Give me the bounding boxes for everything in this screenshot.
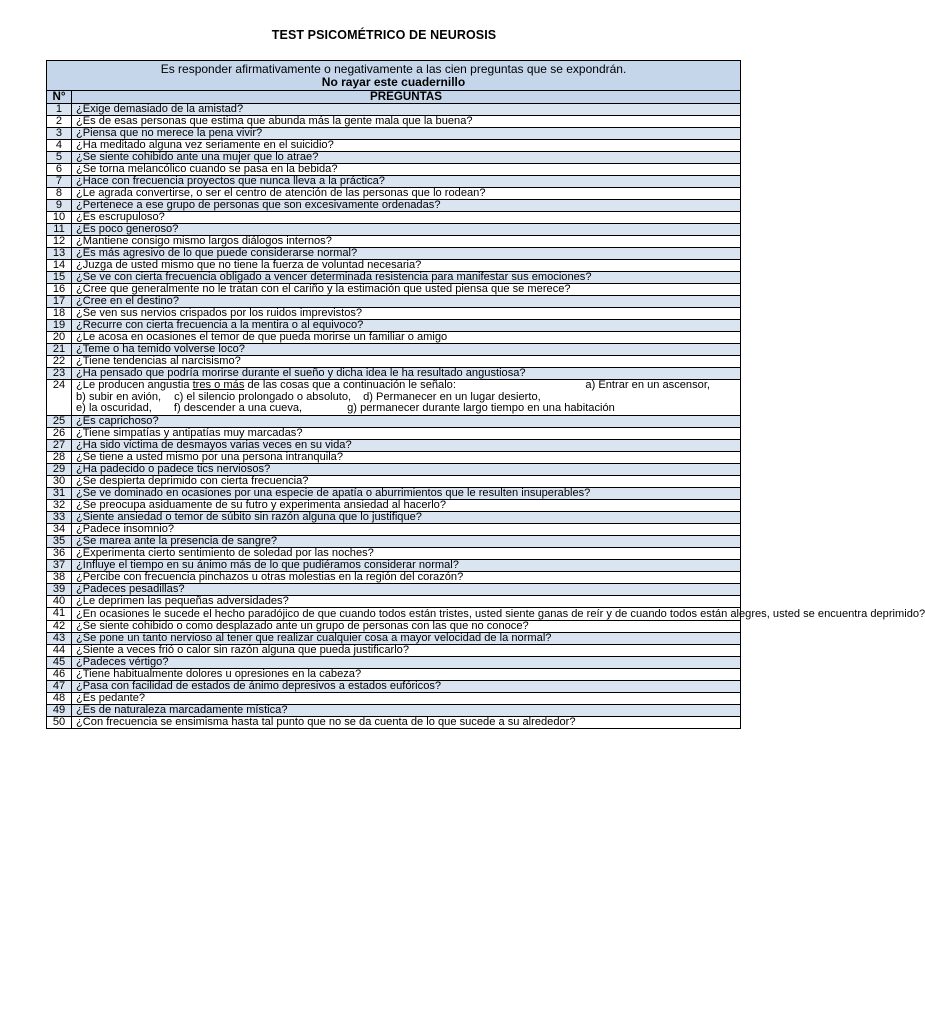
table-row bbox=[47, 176, 741, 188]
question-number: 32 bbox=[47, 499, 72, 511]
question-number: 9 bbox=[47, 200, 72, 212]
page-title: TEST PSICOMÉTRICO DE NEUROSIS bbox=[271, 28, 497, 42]
question-number: 12 bbox=[47, 236, 72, 248]
question-text: ¿Le deprimen las pequeñas adversidades? bbox=[72, 595, 741, 607]
table-row bbox=[47, 511, 741, 523]
question-number: 16 bbox=[47, 284, 72, 296]
question-number: 4 bbox=[47, 140, 72, 152]
table-row bbox=[47, 681, 741, 693]
question-text: ¿Es caprichoso? bbox=[72, 415, 741, 427]
table-row bbox=[47, 645, 741, 657]
question-text: ¿Con frecuencia se ensimisma hasta tal punto que no se da cuenta de lo que sucede a su alrededor? bbox=[72, 717, 741, 729]
table-row bbox=[47, 236, 741, 248]
table-row bbox=[47, 463, 741, 475]
questionnaire-table bbox=[46, 60, 925, 729]
question-24-line-3 bbox=[76, 403, 736, 415]
question-number: 15 bbox=[47, 272, 72, 284]
questions-body-a bbox=[47, 104, 741, 380]
question-text: ¿Se tiene a usted mismo por una persona intranquila? bbox=[72, 451, 741, 463]
question-text: ¿Juzga de usted mismo que no tiene la fuerza de voluntad necesaria? bbox=[72, 260, 741, 272]
header-questions: PREGUNTAS bbox=[72, 91, 741, 104]
question-text: ¿Cree que generalmente no le tratan con el cariño y la estimación que usted piensa que se merece? bbox=[72, 284, 741, 296]
table-row bbox=[47, 248, 741, 260]
header-number: N° bbox=[47, 91, 72, 104]
question-text: ¿Se ve dominado en ocasiones por una especie de apatía o aburrimientos que le resulten insuperables? bbox=[72, 487, 741, 499]
question-number: 42 bbox=[47, 621, 72, 633]
question-24-stem bbox=[76, 380, 456, 392]
questions-body-b bbox=[47, 415, 741, 607]
question-24-option-b: b) subir en avión, bbox=[76, 390, 162, 403]
table-row bbox=[47, 499, 741, 511]
question-text: ¿Tiene tendencias al narcisismo? bbox=[72, 356, 741, 368]
question-24-option-c: c) el silencio prolongado o absoluto, bbox=[174, 390, 352, 403]
question-number: 2 bbox=[47, 116, 72, 128]
table-row bbox=[47, 451, 741, 463]
question-text: ¿Le acosa en ocasiones el temor de que pueda morirse un familiar o amigo bbox=[72, 332, 741, 344]
question-number: 46 bbox=[47, 669, 72, 681]
question-number: 10 bbox=[47, 212, 72, 224]
question-number: 45 bbox=[47, 657, 72, 669]
question-text: ¿Se torna melancólico cuando se pasa en la bebida? bbox=[72, 164, 741, 176]
question-text: ¿Es poco generoso? bbox=[72, 224, 741, 236]
question-number: 43 bbox=[47, 633, 72, 645]
table-row bbox=[47, 633, 741, 645]
question-number: 37 bbox=[47, 559, 72, 571]
question-text: ¿Hace con frecuencia proyectos que nunca lleva a la práctica? bbox=[72, 176, 741, 188]
question-text: ¿Ha padecido o padece tics nerviosos? bbox=[72, 463, 741, 475]
question-text: ¿Exige demasiado de la amistad? bbox=[72, 104, 741, 116]
table-row bbox=[47, 104, 741, 116]
question-number: 49 bbox=[47, 705, 72, 717]
question-24-underlined: tres o más bbox=[192, 379, 245, 391]
question-24-option-d: d) Permanecer en un lugar desierto, bbox=[363, 390, 541, 403]
table-row bbox=[47, 224, 741, 236]
table-row bbox=[47, 188, 741, 200]
question-text: ¿Influye el tiempo en su ánimo más de lo que pudiéramos considerar normal? bbox=[72, 559, 741, 571]
table-row bbox=[47, 559, 741, 571]
question-number: 11 bbox=[47, 224, 72, 236]
question-number: 40 bbox=[47, 595, 72, 607]
question-number: 30 bbox=[47, 475, 72, 487]
question-text: ¿Percibe con frecuencia pinchazos u otras molestias en la región del corazón? bbox=[72, 571, 741, 583]
question-41-text: ¿En ocasiones le sucede el hecho paradójico de que cuando todos están tristes, usted siente ganas de reír y de cuando todos están alegres, usted se encuentra deprimido? bbox=[72, 607, 741, 621]
question-number: 14 bbox=[47, 260, 72, 272]
table-row bbox=[47, 332, 741, 344]
table-row bbox=[47, 523, 741, 535]
table-row bbox=[47, 260, 741, 272]
question-number: 39 bbox=[47, 583, 72, 595]
question-text: ¿Cree en el destino? bbox=[72, 296, 741, 308]
question-24-option-g: g) permanecer durante largo tiempo en una habitación bbox=[347, 402, 615, 415]
table-row bbox=[47, 717, 741, 729]
table-row bbox=[47, 693, 741, 705]
question-text: ¿Se siente cohibido o como desplazado ante un grupo de personas con las que no conoce? bbox=[72, 621, 741, 633]
question-number: 23 bbox=[47, 368, 72, 380]
question-text: ¿Pertenece a ese grupo de personas que son excesivamente ordenadas? bbox=[72, 200, 741, 212]
question-number: 18 bbox=[47, 308, 72, 320]
table-row bbox=[47, 164, 741, 176]
questions-body-c bbox=[47, 621, 741, 729]
table-row bbox=[47, 583, 741, 595]
question-number: 17 bbox=[47, 296, 72, 308]
question-number: 29 bbox=[47, 463, 72, 475]
question-text: ¿Se marea ante la presencia de sangre? bbox=[72, 535, 741, 547]
question-text: ¿Se siente cohibido ante una mujer que lo atrae? bbox=[72, 152, 741, 164]
question-24-option-f: f) descender a una cueva, bbox=[173, 402, 303, 415]
question-number: 1 bbox=[47, 104, 72, 116]
instructions-text: Es responder afirmativamente o negativamente a las cien preguntas que se expondrán. bbox=[160, 62, 627, 76]
question-text: ¿Padeces pesadillas? bbox=[72, 583, 741, 595]
instructions-row bbox=[47, 61, 741, 91]
question-24-stem-end: de las cosas que a continuación le señalo: bbox=[244, 379, 456, 391]
table-row bbox=[47, 320, 741, 332]
question-number: 26 bbox=[47, 427, 72, 439]
question-text: ¿Padece insomnio? bbox=[72, 523, 741, 535]
table-row bbox=[47, 427, 741, 439]
table-row bbox=[47, 535, 741, 547]
table-row bbox=[47, 140, 741, 152]
question-24-text bbox=[72, 380, 741, 416]
question-number: 41 bbox=[47, 607, 72, 621]
instructions-cell bbox=[47, 61, 741, 91]
question-number: 5 bbox=[47, 152, 72, 164]
table-row bbox=[47, 128, 741, 140]
question-24-option-a: a) Entrar en un ascensor, bbox=[585, 379, 710, 391]
question-text: ¿Tiene habitualmente dolores u opresiones en la cabeza? bbox=[72, 669, 741, 681]
table-row bbox=[47, 475, 741, 487]
question-number: 22 bbox=[47, 356, 72, 368]
question-text: ¿Se ven sus nervios crispados por los ruidos imprevistos? bbox=[72, 308, 741, 320]
question-number: 50 bbox=[47, 717, 72, 729]
question-number: 13 bbox=[47, 248, 72, 260]
table-row bbox=[47, 415, 741, 427]
question-number: 38 bbox=[47, 571, 72, 583]
table-row bbox=[47, 284, 741, 296]
table-row bbox=[47, 272, 741, 284]
table-row bbox=[47, 595, 741, 607]
table-row-41 bbox=[47, 607, 741, 621]
question-number: 20 bbox=[47, 332, 72, 344]
question-number: 19 bbox=[47, 320, 72, 332]
question-text: ¿Siente ansiedad o temor de súbito sin razón alguna que lo justifique? bbox=[72, 511, 741, 523]
question-text: ¿Mantiene consigo mismo largos diálogos internos? bbox=[72, 236, 741, 248]
question-number: 28 bbox=[47, 451, 72, 463]
header-row bbox=[47, 91, 741, 104]
question-number: 48 bbox=[47, 693, 72, 705]
question-text: ¿Es más agresivo de lo que puede considerarse normal? bbox=[72, 248, 741, 260]
table-row bbox=[47, 705, 741, 717]
question-text: ¿Es pedante? bbox=[72, 693, 741, 705]
question-text: ¿Padeces vértigo? bbox=[72, 657, 741, 669]
table-row bbox=[47, 368, 741, 380]
question-number: 47 bbox=[47, 681, 72, 693]
table-row bbox=[47, 439, 741, 451]
question-text: ¿Teme o ha temido volverse loco? bbox=[72, 344, 741, 356]
question-number: 6 bbox=[47, 164, 72, 176]
table-row bbox=[47, 657, 741, 669]
question-number: 36 bbox=[47, 547, 72, 559]
question-number: 33 bbox=[47, 511, 72, 523]
instructions-warning: No rayar este cuadernillo bbox=[321, 75, 466, 89]
table-row bbox=[47, 621, 741, 633]
question-text: ¿Recurre con cierta frecuencia a la mentira o al equivoco? bbox=[72, 320, 741, 332]
question-text: ¿Es escrupuloso? bbox=[72, 212, 741, 224]
question-text: ¿Es de naturaleza marcadamente mística? bbox=[72, 705, 741, 717]
question-24-option-e: e) la oscuridad, bbox=[76, 402, 152, 415]
question-24-stem-start: ¿Le producen angustia bbox=[76, 379, 193, 391]
question-text: ¿Se pone un tanto nervioso al tener que realizar cualquier cosa a mayor velocidad de la normal? bbox=[72, 633, 741, 645]
question-number: 25 bbox=[47, 415, 72, 427]
question-number: 21 bbox=[47, 344, 72, 356]
question-text: ¿Es de esas personas que estima que abunda más la gente mala que la buena? bbox=[72, 116, 741, 128]
question-text: ¿Ha pensado que podría morirse durante el sueño y dicha idea le ha resultado angustiosa? bbox=[72, 368, 741, 380]
question-number: 24 bbox=[47, 380, 72, 416]
question-number: 35 bbox=[47, 535, 72, 547]
question-number: 27 bbox=[47, 439, 72, 451]
question-text: ¿Ha sido victima de desmayos varias veces en su vida? bbox=[72, 439, 741, 451]
table-row bbox=[47, 200, 741, 212]
table-row bbox=[47, 547, 741, 559]
question-text: ¿Ha meditado alguna vez seriamente en el suicidio? bbox=[72, 140, 741, 152]
question-text: ¿Piensa que no merece la pena vivir? bbox=[72, 128, 741, 140]
table-row bbox=[47, 669, 741, 681]
question-text: ¿Se ve con cierta frecuencia obligado a vencer determinada resistencia para manifestar sus emociones? bbox=[72, 272, 741, 284]
question-text: ¿Le agrada convertirse, o ser el centro de atención de las personas que lo rodean? bbox=[72, 188, 741, 200]
table-row bbox=[47, 487, 741, 499]
table-row bbox=[47, 212, 741, 224]
question-number: 34 bbox=[47, 523, 72, 535]
table-row bbox=[47, 296, 741, 308]
table-row bbox=[47, 571, 741, 583]
question-text: ¿Experimenta cierto sentimiento de soledad por las noches? bbox=[72, 547, 741, 559]
question-text: ¿Se despierta deprimido con cierta frecuencia? bbox=[72, 475, 741, 487]
table-row bbox=[47, 344, 741, 356]
question-text: ¿Se preocupa asiduamente de su futro y experimenta ansiedad al hacerlo? bbox=[72, 499, 741, 511]
question-24-line-1 bbox=[76, 380, 736, 392]
question-text: ¿Pasa con facilidad de estados de ánimo depresivos a estados eufóricos? bbox=[72, 681, 741, 693]
question-number: 8 bbox=[47, 188, 72, 200]
table-row bbox=[47, 308, 741, 320]
table-row-24 bbox=[47, 380, 741, 416]
question-text: ¿Siente a veces frió o calor sin razón alguna que pueda justificarlo? bbox=[72, 645, 741, 657]
question-number: 31 bbox=[47, 487, 72, 499]
question-text: ¿Tiene simpatías y antipatías muy marcadas? bbox=[72, 427, 741, 439]
table-row bbox=[47, 356, 741, 368]
question-number: 3 bbox=[47, 128, 72, 140]
question-number: 7 bbox=[47, 176, 72, 188]
table-row bbox=[47, 116, 741, 128]
question-number: 44 bbox=[47, 645, 72, 657]
table-row bbox=[47, 152, 741, 164]
